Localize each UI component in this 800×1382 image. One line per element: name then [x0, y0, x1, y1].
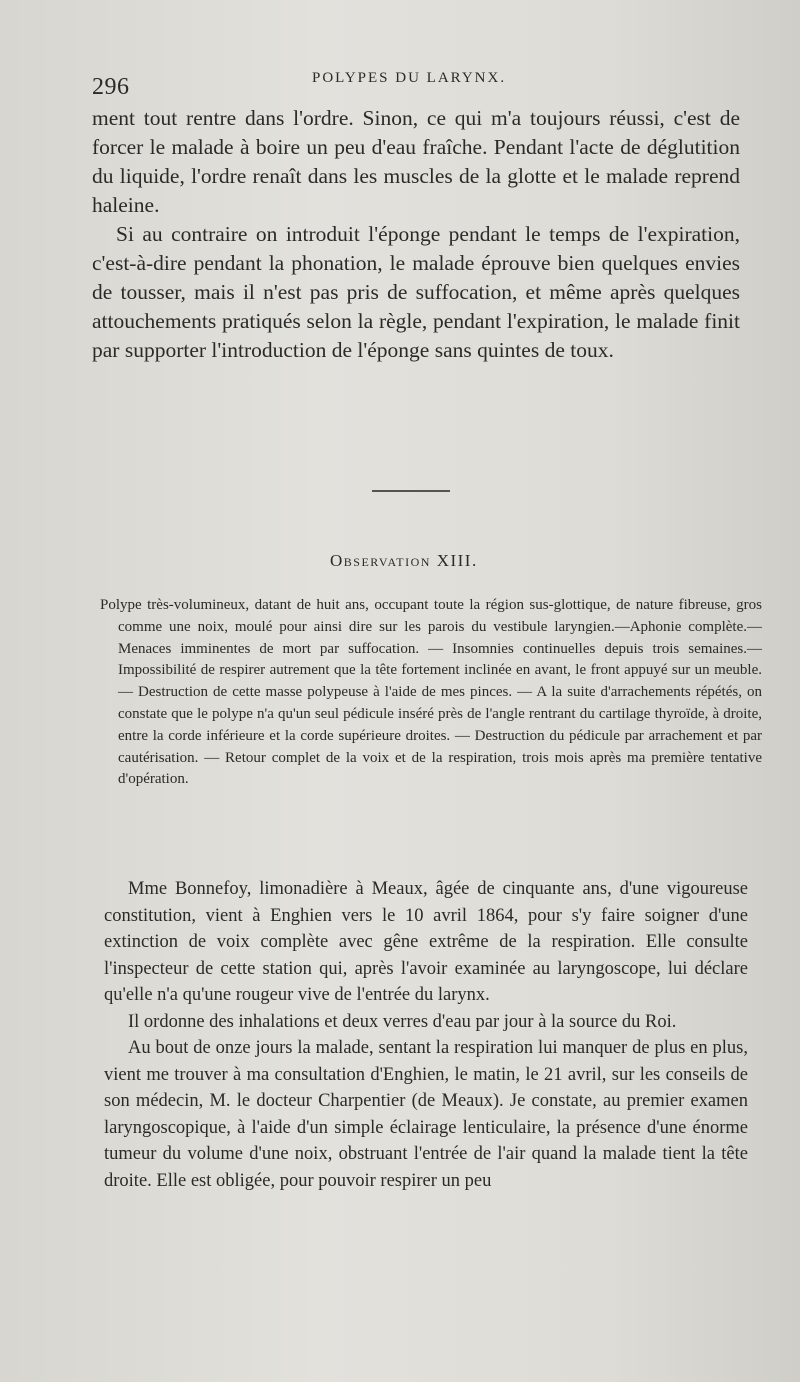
- running-title: POLYPES DU LARYNX.: [312, 70, 507, 86]
- running-head: [92, 70, 752, 104]
- paragraph: Si au contraire on introduit l'éponge pendant le temps de l'expiration, c'est-à-dire pendant la phonation, le malade éprouve bien quelques envies de tousser, mais il n'est pas pris de suffocation, et même après quelques attouchements pratiqués selon la règle, pendant l'expiration, le malade finit par supporter l'introduction de l'éponge sans quintes de toux.: [92, 222, 740, 362]
- paragraph: Il ordonne des inhalations et deux verres d'eau par jour à la source du Roi.: [128, 1011, 677, 1032]
- observation-summary: Polype très-volumineux, datant de huit ans, occupant toute la région sus-glottique, de nature fibreuse, gros comme une noix, moulé pour ainsi dire sur les parois du vestibule laryngien.—Aphonie complète.—Menaces imminentes de mort par suffocation. — Insomnies continuelles depuis trois semaines.—Impossibilité de respirer autrement que la tête fortement inclinée en avant, le front appuyé sur un meuble. — Destruction de cette masse polypeuse à l'aide de mes pinces. — A la suite d'arrachements répétés, on constate que le polype n'a qu'un seul pédicule inséré près de l'angle rentrant du cartilage thyroïde, à droite, entre la corde inférieure et la corde supérieure droites. — Destruction du pédicule par arrachement et par cautérisation. — Retour complet de la voix et de la respiration, trois mois après ma première tentative d'opération.: [100, 597, 762, 788]
- paragraph: Mme Bonnefoy, limonadière à Meaux, âgée de cinquante ans, d'une vigoureuse constitution, vient à Enghien vers le 10 avril 1864, pour s'y faire soigner d'une extinction de voix complète avec gêne extrême de la respiration. Elle consulte l'inspecteur de cette station qui, après l'avoir examinée au laryngoscope, lui déclare qu'elle n'a qu'une rougeur vive de l'entrée du larynx.: [104, 879, 748, 1005]
- observation-body: [104, 876, 748, 1194]
- section-divider: [372, 490, 450, 492]
- paragraph: Au bout de onze jours la malade, sentant la respiration lui manquer de plus en plus, vient me trouver à ma consultation d'Enghien, le matin, le 21 avril, sur les conseils de son médecin, M. le docteur Charpentier (de Meaux). Je constate, au premier examen laryngoscopique, à l'aide d'un simple éclairage lenticulaire, la présence d'une énorme tumeur du volume d'une noix, obstruant l'entrée de l'air quand la malade tient la tête droite. Elle est obligée, pour pouvoir respirer un peu: [104, 1038, 748, 1191]
- continuation-text: [92, 104, 740, 365]
- paragraph: ment tout rentre dans l'ordre. Sinon, ce qui m'a toujours réussi, c'est de forcer le malade à boire un peu d'eau fraîche. Pendant l'acte de déglutition du liquide, l'ordre renaît dans les muscles de la glotte et le malade reprend haleine.: [92, 106, 740, 217]
- observation-title: Observation XIII.: [330, 551, 478, 570]
- page-number: 296: [92, 74, 130, 100]
